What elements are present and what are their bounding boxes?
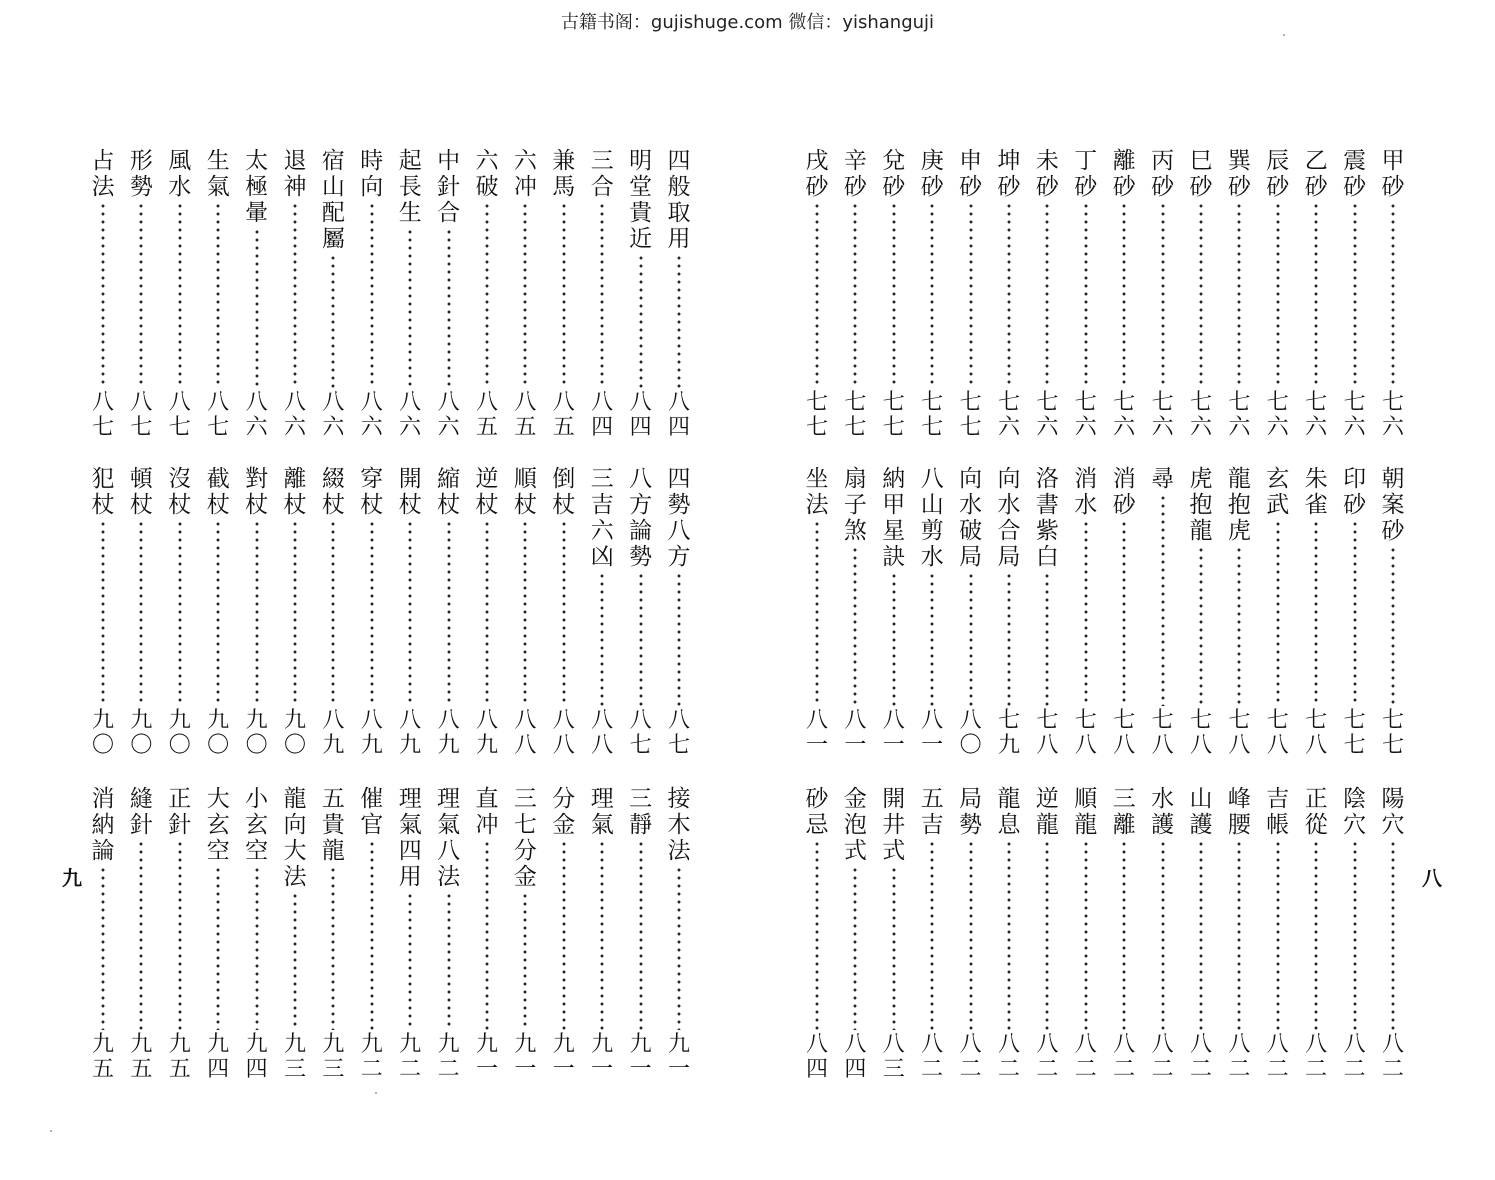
toc-entry-title: 水 護: [1151, 786, 1175, 838]
toc-entry-page: 九 一: [667, 1032, 690, 1082]
toc-entry-page: 九 〇: [91, 708, 114, 758]
toc-entry-page: 八 六: [283, 390, 306, 440]
dot-leader: [101, 520, 105, 706]
dot-leader: [523, 520, 527, 706]
toc-entry-page: 八 九: [475, 708, 498, 758]
toc-entry-page: 九 四: [245, 1032, 268, 1082]
toc-entry: [204, 148, 232, 440]
dot-leader: [255, 228, 259, 388]
toc-entry: [396, 466, 424, 758]
toc-entry-page: 七 八: [1074, 708, 1097, 758]
toc-entry-page: 七 六: [1381, 390, 1404, 440]
toc-entry-title: 理 氣 四 用: [398, 786, 422, 890]
dot-leader: [293, 202, 297, 388]
toc-entry: [243, 466, 271, 758]
toc-entry: [204, 466, 232, 758]
toc-entry: [627, 466, 655, 758]
toc-entry-page: 八 四: [805, 1032, 828, 1082]
toc-entry-title: 兌 砂: [882, 148, 906, 200]
toc-entry-title: 尋: [1151, 466, 1175, 492]
dot-leader: [485, 202, 489, 388]
toc-entry: [511, 148, 539, 440]
toc-entry-title: 大 玄 空: [206, 786, 230, 864]
toc-entry: [511, 466, 539, 758]
toc-entry: [550, 466, 578, 758]
toc-entry-title: 震 砂: [1343, 148, 1367, 200]
toc-entry-page: 七 六: [1343, 390, 1366, 440]
dot-leader: [101, 202, 105, 388]
toc-entry-page: 七 七: [921, 390, 944, 440]
toc-entry-page: 八 三: [882, 1032, 905, 1082]
toc-entry-page: 八 九: [399, 708, 422, 758]
dot-leader: [562, 520, 566, 706]
toc-entry-title: 兼 馬: [552, 148, 576, 200]
toc-entry-title: 未 砂: [1035, 148, 1059, 200]
toc-entry-title: 倒 杖: [552, 466, 576, 518]
dot-leader: [178, 840, 182, 1030]
toc-entry-title: 局 勢: [959, 786, 983, 838]
toc-entry-title: 申 砂: [959, 148, 983, 200]
toc-entry-title: 洛 書 紫 白: [1035, 466, 1059, 570]
toc-entry-title: 庚 砂: [920, 148, 944, 200]
toc-entry-page: 七 六: [1074, 390, 1097, 440]
toc-entry-page: 七 八: [1266, 708, 1289, 758]
toc-entry-page: 九 四: [207, 1032, 230, 1082]
toc-entry-page: 八 二: [1113, 1032, 1136, 1082]
toc-entry-page: 八 二: [997, 1032, 1020, 1082]
toc-entry-title: 戌 砂: [805, 148, 829, 200]
toc-entry-title: 三 離: [1112, 786, 1136, 838]
toc-entry-page: 八 二: [1151, 1032, 1174, 1082]
dot-leader: [562, 202, 566, 388]
toc-entry-title: 離 砂: [1112, 148, 1136, 200]
toc-entry-title: 風 水: [168, 148, 192, 200]
toc-entry: [281, 786, 309, 1082]
toc-entry-page: 八 六: [399, 390, 422, 440]
toc-entry-title: 乙 砂: [1304, 148, 1328, 200]
toc-entry: [319, 786, 347, 1082]
toc-entry-title: 玄 武: [1266, 466, 1290, 518]
toc-entry-title: 三 靜: [629, 786, 653, 838]
toc-entry-title: 截 杖: [206, 466, 230, 518]
toc-entry-page: 九 二: [399, 1032, 422, 1082]
toc-entry-page: 七 九: [997, 708, 1020, 758]
toc-entry-page: 八 六: [245, 390, 268, 440]
toc-entry-page: 八 七: [168, 390, 191, 440]
toc-entry: [588, 148, 616, 440]
toc-entry-page: 七 六: [1228, 390, 1251, 440]
toc-entry-page: 七 八: [1228, 708, 1251, 758]
toc-entry-title: 六 破: [475, 148, 499, 200]
toc-entry-page: 八 七: [130, 390, 153, 440]
dot-leader: [600, 202, 604, 388]
toc-entry-title: 開 杖: [398, 466, 422, 518]
toc-entry-page: 九 三: [322, 1032, 345, 1082]
toc-entry-title: 犯 杖: [91, 466, 115, 518]
dot-leader: [639, 840, 643, 1030]
dot-leader: [255, 520, 259, 706]
toc-entry-page: 八 二: [1266, 1032, 1289, 1082]
dot-leader: [677, 866, 681, 1030]
toc-entry-title: 消 納 論: [91, 786, 115, 864]
dot-leader: [178, 202, 182, 388]
dot-leader: [293, 892, 297, 1030]
toc-entry-title: 縫 針: [129, 786, 153, 838]
dot-leader: [178, 520, 182, 706]
toc-entry: [473, 786, 501, 1082]
toc-entry-page: 八 六: [322, 390, 345, 440]
toc-entry-page: 九 二: [360, 1032, 383, 1082]
dot-leader: [485, 840, 489, 1030]
dot-leader: [139, 520, 143, 706]
toc-entry-page: 九 三: [283, 1032, 306, 1082]
dot-leader: [562, 840, 566, 1030]
toc-entry: [550, 786, 578, 1082]
toc-entry: [358, 786, 386, 1082]
toc-entry: [281, 466, 309, 758]
toc-entry-title: 三 吉 六 凶: [590, 466, 614, 570]
toc-entry-title: 直 冲: [475, 786, 499, 838]
dot-leader: [331, 866, 335, 1030]
toc-entry-title: 巳 砂: [1189, 148, 1213, 200]
dot-leader: [216, 866, 220, 1030]
toc-entry-title: 甲 砂: [1381, 148, 1405, 200]
toc-entry-page: 九 〇: [207, 708, 230, 758]
toc-entry-title: 辰 砂: [1266, 148, 1290, 200]
toc-entry: [127, 148, 155, 440]
dot-leader: [139, 202, 143, 388]
toc-entry-page: 七 七: [844, 390, 867, 440]
toc-entry-title: 太 極 暈: [245, 148, 269, 226]
toc-entry: [435, 466, 463, 758]
toc-entry-title: 形 勢: [129, 148, 153, 200]
toc-entry-page: 八 五: [475, 390, 498, 440]
toc-entry-title: 朱 雀: [1304, 466, 1328, 518]
toc-entry-title: 綴 杖: [321, 466, 345, 518]
toc-entry-page: 八 四: [629, 390, 652, 440]
toc-entry-page: 八 九: [437, 708, 460, 758]
toc-entry: [396, 786, 424, 1082]
toc-entry-title: 四 般 取 用: [667, 148, 691, 252]
toc-entry: [166, 148, 194, 440]
toc-entry-title: 起 長 生: [398, 148, 422, 226]
toc-entry-title: 沒 杖: [168, 466, 192, 518]
toc-entry-page: 八 二: [1074, 1032, 1097, 1082]
dot-leader: [447, 520, 451, 706]
toc-entry-page: 九 一: [591, 1032, 614, 1082]
toc-entry-title: 小 玄 空: [245, 786, 269, 864]
toc-entry-page: 七 七: [1381, 708, 1404, 758]
toc-entry: [127, 786, 155, 1082]
dot-leader: [523, 202, 527, 388]
toc-entry-page: 七 八: [1189, 708, 1212, 758]
toc-entry: [550, 148, 578, 440]
toc-entry-title: 理 氣 八 法: [437, 786, 461, 890]
toc-entry-title: 正 針: [168, 786, 192, 838]
toc-entry-title: 時 向: [360, 148, 384, 200]
toc-entry: [435, 148, 463, 440]
toc-entry-page: 九 五: [91, 1032, 114, 1082]
toc-entry: [665, 466, 693, 758]
toc-entry-page: 八 一: [844, 708, 867, 758]
toc-entry-title: 扇 子 煞: [843, 466, 867, 544]
toc-entry-title: 山 護: [1189, 786, 1213, 838]
toc-entry-title: 辛 砂: [843, 148, 867, 200]
toc-entry: [588, 786, 616, 1082]
toc-entry-page: 八 〇: [959, 708, 982, 758]
dot-leader: [255, 866, 259, 1030]
dot-leader: [370, 840, 374, 1030]
toc-entry-title: 退 神: [283, 148, 307, 200]
toc-entry-page: 八 二: [921, 1032, 944, 1082]
toc-entry-title: 丙 砂: [1151, 148, 1175, 200]
toc-entry-title: 開 井 式: [882, 786, 906, 864]
toc-entry-title: 金 泡 式: [843, 786, 867, 864]
toc-entry-title: 縮 杖: [437, 466, 461, 518]
toc-entry-title: 占 法: [91, 148, 115, 200]
toc-entry-page: 九 〇: [245, 708, 268, 758]
toc-entry-page: 八 四: [591, 390, 614, 440]
toc-entry: [319, 148, 347, 440]
toc-entry-page: 八 七: [667, 708, 690, 758]
toc-entry-title: 向 水 合 局: [997, 466, 1021, 570]
toc-entry-page: 九 一: [475, 1032, 498, 1082]
toc-entry-title: 虎 抱 龍: [1189, 466, 1213, 544]
toc-entry-title: 四 勢 八 方: [667, 466, 691, 570]
toc-entry-page: 七 六: [1305, 390, 1328, 440]
toc-entry: [243, 786, 271, 1082]
toc-entry-page: 八 二: [1305, 1032, 1328, 1082]
toc-entry: [511, 786, 539, 1082]
toc-entry-page: 九 〇: [283, 708, 306, 758]
toc-entry-title: 龍 抱 虎: [1227, 466, 1251, 544]
toc-entry: [358, 466, 386, 758]
toc-entry-title: 對 杖: [245, 466, 269, 518]
dot-leader: [447, 892, 451, 1030]
toc-entry-title: 明 堂 貴 近: [629, 148, 653, 252]
toc-entry-page: 八 二: [1343, 1032, 1366, 1082]
dot-leader: [331, 520, 335, 706]
dot-leader: [370, 202, 374, 388]
toc-entry: [127, 466, 155, 758]
toc-entry-page: 八 一: [921, 708, 944, 758]
toc-entry: [358, 148, 386, 440]
toc-entry-page: 八 八: [591, 708, 614, 758]
toc-entry-title: 頓 杖: [129, 466, 153, 518]
toc-entry-page: 八 五: [552, 390, 575, 440]
toc-entry-page: 七 六: [1036, 390, 1059, 440]
toc-entry-page: 八 九: [322, 708, 345, 758]
toc-entry-page: 九 五: [130, 1032, 153, 1082]
dot-leader: [677, 254, 681, 388]
dot-leader: [677, 572, 681, 706]
toc-entry-title: 分 金: [552, 786, 576, 838]
toc-entry-title: 陽 穴: [1381, 786, 1405, 838]
toc-entry-page: 八 七: [629, 708, 652, 758]
toc-entry-title: 六 冲: [513, 148, 537, 200]
toc-entry-page: 七 七: [882, 390, 905, 440]
toc-entry-page: 七 六: [1189, 390, 1212, 440]
toc-entry-page: 八 四: [844, 1032, 867, 1082]
dot-leader: [447, 228, 451, 388]
dot-leader: [293, 520, 297, 706]
toc-entry: [588, 466, 616, 758]
dot-leader: [523, 892, 527, 1030]
toc-entry-title: 向 水 破 局: [959, 466, 983, 570]
toc-entry-page: 七 六: [1151, 390, 1174, 440]
toc-entry-title: 離 杖: [283, 466, 307, 518]
dot-leader: [600, 572, 604, 706]
toc-entry-title: 吉 帳: [1266, 786, 1290, 838]
toc-entry-title: 宿 山 配 屬: [321, 148, 345, 252]
right-page-number: 八: [1422, 866, 1442, 890]
toc-entry: [473, 148, 501, 440]
toc-entry-page: 七 八: [1151, 708, 1174, 758]
watermark-header: 古籍书阁：gujishuge.com 微信：yishanguji: [560, 12, 935, 33]
toc-entry-page: 九 一: [552, 1032, 575, 1082]
toc-entry-page: 八 二: [1189, 1032, 1212, 1082]
dot-leader: [639, 254, 643, 388]
toc-entry: [204, 786, 232, 1082]
dot-leader: [408, 228, 412, 388]
dot-leader: [600, 840, 604, 1030]
toc-entry-page: 八 五: [514, 390, 537, 440]
toc-entry-title: 印 砂: [1343, 466, 1367, 518]
toc-entry-title: 坤 砂: [997, 148, 1021, 200]
toc-entry-title: 三 合: [590, 148, 614, 200]
dot-leader: [331, 254, 335, 388]
toc-entry-page: 八 一: [805, 708, 828, 758]
toc-entry-title: 納 甲 星 訣: [882, 466, 906, 570]
toc-entry-page: 八 六: [437, 390, 460, 440]
toc-entry-title: 八 山 剪 水: [920, 466, 944, 570]
toc-entry: [665, 148, 693, 440]
toc-entry: [281, 148, 309, 440]
toc-entry: [319, 466, 347, 758]
toc-entry-title: 順 龍: [1074, 786, 1098, 838]
toc-entry-page: 八 二: [959, 1032, 982, 1082]
toc-entry-page: 九 一: [629, 1032, 652, 1082]
toc-entry-title: 逆 杖: [475, 466, 499, 518]
toc-entry-title: 消 砂: [1112, 466, 1136, 518]
toc-entry-page: 八 八: [514, 708, 537, 758]
toc-entry: [89, 466, 117, 758]
toc-entry-title: 中 針 合: [437, 148, 461, 226]
toc-entry-title: 三 七 分 金: [513, 786, 537, 890]
toc-entry-title: 逆 龍: [1035, 786, 1059, 838]
toc-entry-page: 七 六: [1113, 390, 1136, 440]
toc-entry-page: 八 四: [667, 390, 690, 440]
toc-entry-page: 八 七: [207, 390, 230, 440]
toc-entry: [396, 148, 424, 440]
toc-entry-title: 丁 砂: [1074, 148, 1098, 200]
toc-entry-title: 龍 向 大 法: [283, 786, 307, 890]
toc-entry-page: 七 七: [1343, 708, 1366, 758]
toc-entry-page: 八 二: [1381, 1032, 1404, 1082]
dot-leader: [101, 866, 105, 1030]
toc-entry-page: 七 六: [1266, 390, 1289, 440]
toc-entry: [166, 786, 194, 1082]
toc-entry-page: 七 七: [959, 390, 982, 440]
toc-entry-title: 陰 穴: [1343, 786, 1367, 838]
toc-entry-title: 穿 杖: [360, 466, 384, 518]
dot-leader: [639, 572, 643, 706]
toc-entry-page: 九 〇: [168, 708, 191, 758]
toc-entry: [627, 148, 655, 440]
toc-entry-title: 理 氣: [590, 786, 614, 838]
toc-entry-title: 接 木 法: [667, 786, 691, 864]
toc-entry-page: 九 二: [437, 1032, 460, 1082]
dot-leader: [485, 520, 489, 706]
toc-entry-title: 催 官: [360, 786, 384, 838]
toc-entry: [665, 786, 693, 1082]
dot-leader: [408, 892, 412, 1030]
dot-leader: [216, 520, 220, 706]
dot-leader: [408, 520, 412, 706]
toc-entry-page: 九 〇: [130, 708, 153, 758]
left-page-number: 九: [62, 866, 82, 890]
toc-entry-title: 生 氣: [206, 148, 230, 200]
toc-entry-page: 八 一: [882, 708, 905, 758]
toc-entry: [473, 466, 501, 758]
toc-entry-page: 八 六: [360, 390, 383, 440]
toc-entry-page: 七 八: [1036, 708, 1059, 758]
toc-entry-page: 八 七: [91, 390, 114, 440]
toc-entry-title: 順 杖: [513, 466, 537, 518]
dot-leader: [216, 202, 220, 388]
toc-entry-title: 消 水: [1074, 466, 1098, 518]
toc-entry-page: 七 六: [997, 390, 1020, 440]
toc-entry-page: 八 九: [360, 708, 383, 758]
toc-entry: [435, 786, 463, 1082]
toc-entry: [89, 148, 117, 440]
toc-entry-title: 五 貴 龍: [321, 786, 345, 864]
toc-entry-title: 龍 息: [997, 786, 1021, 838]
toc-entry-title: 坐 法: [805, 466, 829, 518]
toc-entry: [89, 786, 117, 1082]
toc-entry-page: 七 八: [1305, 708, 1328, 758]
toc-entry-page: 八 八: [552, 708, 575, 758]
toc-entry-title: 巽 砂: [1227, 148, 1251, 200]
toc-entry-page: 七 八: [1113, 708, 1136, 758]
dot-leader: [139, 840, 143, 1030]
toc-entry: [243, 148, 271, 440]
toc-entry-page: 八 二: [1036, 1032, 1059, 1082]
toc-entry-title: 朝 案 砂: [1381, 466, 1405, 544]
dot-leader: [370, 520, 374, 706]
toc-entry-title: 五 吉: [920, 786, 944, 838]
toc-entry-title: 峰 腰: [1227, 786, 1251, 838]
toc-entry: [166, 466, 194, 758]
toc-entry-page: 八 二: [1228, 1032, 1251, 1082]
toc-entry-page: 九 一: [514, 1032, 537, 1082]
toc-entry: [627, 786, 655, 1082]
toc-entry-title: 八 方 論 勢: [629, 466, 653, 570]
toc-entry-page: 七 七: [805, 390, 828, 440]
toc-entry-title: 砂 忌: [805, 786, 829, 838]
toc-entry-page: 九 五: [168, 1032, 191, 1082]
toc-entry-title: 正 從: [1304, 786, 1328, 838]
